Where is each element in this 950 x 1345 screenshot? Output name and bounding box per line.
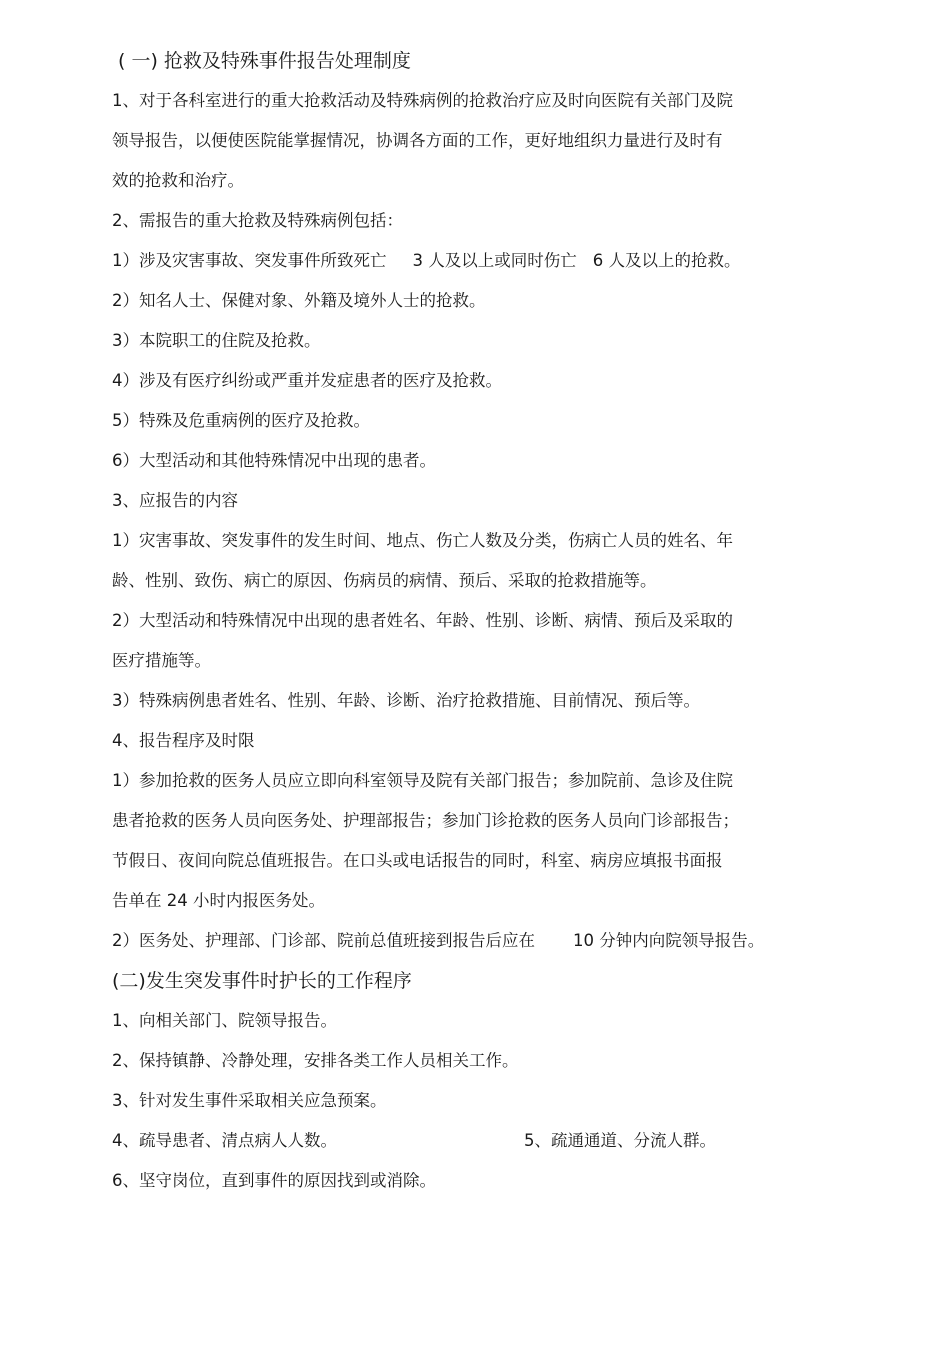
list-item: 5、疏通通道、分流人群。	[524, 1131, 716, 1150]
list-item: 3、针对发生事件采取相关应急预案。	[112, 1091, 387, 1110]
list-item: 2）大型活动和特殊情况中出现的患者姓名、年龄、性别、诊断、病情、预后及采取的	[112, 611, 733, 630]
section2-title: (二)发生突发事件时护长的工作程序	[112, 970, 412, 992]
paragraph-line: 领导报告，以便使医院能掌握情况，协调各方面的工作，更好地组织力量进行及时有	[112, 131, 723, 150]
list-item: 1）参加抢救的医务人员应立即向科室领导及院有关部门报告；参加院前、急诊及住院	[112, 771, 733, 790]
list-item: 3）特殊病例患者姓名、性别、年龄、诊断、治疗抢救措施、目前情况、预后等。	[112, 691, 700, 710]
list-item-part: 1）涉及灾害事故、突发事件所致死亡	[112, 251, 387, 270]
list-item	[112, 250, 741, 272]
list-item-part: 3 人及以上或同时伤亡	[412, 251, 577, 270]
list-item: 2）知名人士、保健对象、外籍及境外人士的抢救。	[112, 291, 486, 310]
list-item: 6、坚守岗位，直到事件的原因找到或消除。	[112, 1171, 436, 1190]
paragraph-heading: 2、需报告的重大抢救及特殊病例包括：	[112, 211, 403, 230]
list-item-part: 10 分钟内向院领导报告。	[573, 931, 765, 950]
list-item	[112, 930, 764, 952]
paragraph-line: 1、对于各科室进行的重大抢救活动及特殊病例的抢救治疗应及时向医院有关部门及院	[112, 91, 733, 110]
list-item: 3）本院职工的住院及抢救。	[112, 331, 321, 350]
list-item: 患者抢救的医务人员向医务处、护理部报告；参加门诊抢救的医务人员向门诊部报告；	[112, 811, 739, 830]
list-item-part: 6 人及以上的抢救。	[592, 251, 741, 270]
paragraph-line: 效的抢救和治疗。	[112, 171, 244, 190]
list-item: 4、疏导患者、清点病人人数。	[112, 1131, 337, 1150]
paragraph-heading: 4、报告程序及时限	[112, 731, 255, 750]
list-item: 4）涉及有医疗纠纷或严重并发症患者的医疗及抢救。	[112, 371, 502, 390]
list-item: 告单在 24 小时内报医务处。	[112, 891, 325, 910]
list-item: 5）特殊及危重病例的医疗及抢救。	[112, 411, 370, 430]
section1-title: ( 一) 抢救及特殊事件报告处理制度	[118, 50, 411, 72]
list-item: 1、向相关部门、院领导报告。	[112, 1011, 337, 1030]
list-item: 节假日、夜间向院总值班报告。在口头或电话报告的同时，科室、病房应填报书面报	[112, 851, 723, 870]
list-item: 医疗措施等。	[112, 651, 211, 670]
list-item: 6）大型活动和其他特殊情况中出现的患者。	[112, 451, 436, 470]
list-item: 2、保持镇静、冷静处理，安排各类工作人员相关工作。	[112, 1051, 519, 1070]
list-item-part: 2）医务处、护理部、门诊部、院前总值班接到报告后应在	[112, 931, 535, 950]
list-item: 龄、性别、致伤、病亡的原因、伤病员的病情、预后、采取的抢救措施等。	[112, 571, 657, 590]
paragraph-heading: 3、应报告的内容	[112, 491, 238, 510]
list-item: 1）灾害事故、突发事件的发生时间、地点、伤亡人数及分类，伤病亡人员的姓名、年	[112, 531, 733, 550]
